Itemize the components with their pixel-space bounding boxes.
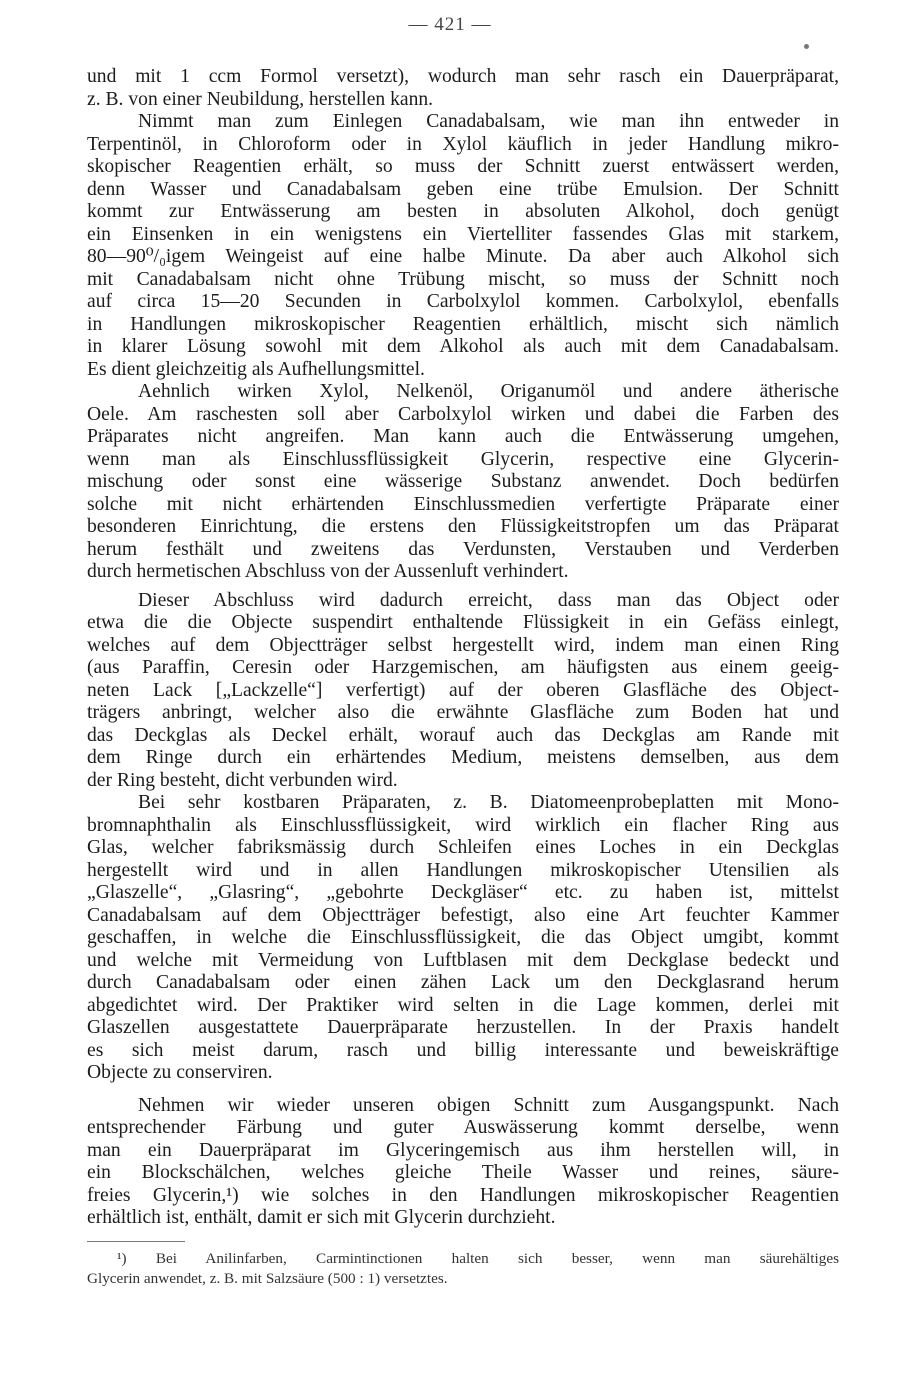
text-line: z. B. von einer Neubildung, herstellen kann. <box>87 88 434 110</box>
text-line: wenn man als Einschlussflüssigkeit Glycerin, respective eine Glycerin- <box>87 448 839 470</box>
text-line: neten Lack [„Lackzelle“] verfertigt) auf der oberen Glasfläche des Object- <box>87 679 839 701</box>
text-line: freies Glycerin,¹) wie solches in den Handlungen mikroskopischer Reagentien <box>87 1184 839 1206</box>
text-line: entsprechender Färbung und guter Auswässerung kommt derselbe, wenn <box>87 1117 839 1138</box>
text-line: Präparates nicht angreifen. Man kann auch die Entwässerung umgehen, <box>87 426 839 447</box>
footnote-line: ¹) Bei Anilinfarben, Carmintinctionen halten sich besser, wenn man säurehältiges <box>117 1250 839 1267</box>
paragraph <box>87 590 839 793</box>
text-line: Aehnlich wirken Xylol, Nelkenöl, Origanumöl und andere ätherische <box>138 381 839 402</box>
text-line: abgedichtet wird. Der Praktiker wird selten in die Lage kommen, derlei mit <box>87 994 839 1016</box>
paragraph <box>87 1095 839 1230</box>
text-line: Canadabalsam auf dem Objectträger befestigt, also eine Art feuchter Kammer <box>87 904 839 926</box>
text-line: auf circa 15—20 Secunden in Carbolxylol kommen. Carbolxylol, ebenfalls <box>87 291 839 312</box>
text-line: Glas, welcher fabriksmässig durch Schleifen eines Loches in ein Deckglas <box>87 837 839 858</box>
text-line: erhältlich ist, enthält, damit er sich mit Glycerin durchzieht. <box>87 1207 556 1228</box>
text-line: etwa die die Objecte suspendirt enthaltende Flüssigkeit in ein Gefäss einlegt, <box>87 612 839 633</box>
footnote-line: Glycerin anwendet, z. B. mit Salzsäure (500 : 1) versetztes. <box>87 1270 448 1287</box>
text-line: in Handlungen mikroskopischer Reagentien erhältlich, mischt sich nämlich <box>87 313 839 335</box>
text-line: der Ring besteht, dicht verbunden wird. <box>87 769 398 791</box>
body-text <box>87 66 839 1230</box>
text-line: Objecte zu conserviren. <box>87 1062 273 1083</box>
text-line: skopischer Reagentien erhält, so muss der Schnitt zuerst entwässert werden, <box>87 156 839 177</box>
text-line: bromnaphthalin als Einschlussflüssigkeit, wird wirklich ein flacher Ring aus <box>87 814 839 836</box>
footnote-divider <box>87 1241 185 1242</box>
text-line: und welche mit Vermeidung von Luftblasen mit dem Deckglase bedeckt und <box>87 949 839 971</box>
text-line: Terpentinöl, in Chloroform oder in Xylol käuflich in jeder Handlung mikro- <box>87 133 839 155</box>
text-line: geschaffen, in welche die Einschlussflüssigkeit, die das Object umgibt, kommt <box>87 927 839 948</box>
text-line: Glaszellen ausgestattete Dauerpräparate herzustellen. In der Praxis handelt <box>87 1017 839 1038</box>
paragraph <box>87 66 839 111</box>
text-line: dem Ringe durch ein erhärtendes Medium, meistens demselben, aus dem <box>87 747 839 768</box>
text-line: denn Wasser und Canadabalsam geben eine trübe Emulsion. Der Schnitt <box>87 178 839 200</box>
text-line: trägers anbringt, welcher also die erwähnte Glasfläche zum Boden hat und <box>87 702 839 723</box>
text-line: es sich meist darum, rasch und billig interessante und beweiskräftige <box>87 1039 839 1061</box>
text-line: 80—90⁰/₀igem Weingeist auf eine halbe Minute. Da aber auch Alkohol sich <box>87 246 839 267</box>
text-line: Bei sehr kostbaren Präparaten, z. B. Diatomeenprobeplatten mit Mono- <box>138 792 839 813</box>
page-number: — 421 — <box>408 14 492 35</box>
text-line: Nimmt man zum Einlegen Canadabalsam, wie man ihn entweder in <box>138 111 839 132</box>
text-line: kommt zur Entwässerung am besten in absoluten Alkohol, doch genügt <box>87 201 839 222</box>
text-line: mischung oder sonst eine wässerige Substanz anwendet. Doch bedürfen <box>87 471 839 492</box>
text-line: das Deckglas als Deckel erhält, worauf auch das Deckglas am Rande mit <box>87 724 839 746</box>
text-line: hergestellt wird und in allen Handlungen mikroskopischer Utensilien als <box>87 859 839 881</box>
text-line: ein Blockschälchen, welches gleiche Theile Wasser und reines, säure- <box>87 1162 839 1183</box>
text-line: durch Canadabalsam oder einen zähen Lack um den Deckglasrand herum <box>87 972 839 993</box>
text-line: mit Canadabalsam nicht ohne Trübung mischt, so muss der Schnitt noch <box>87 268 839 290</box>
text-line: (aus Paraffin, Ceresin oder Harzgemischen, am häufigsten aus einem geeig- <box>87 657 839 678</box>
text-line: Nehmen wir wieder unseren obigen Schnitt zum Ausgangspunkt. Nach <box>138 1094 839 1116</box>
text-line: ein Einsenken in ein wenigstens ein Viertelliter fassendes Glas mit starkem, <box>87 223 839 245</box>
text-line: in klarer Lösung sowohl mit dem Alkohol als auch mit dem Canadabalsam. <box>87 336 839 357</box>
text-line: solche mit nicht erhärtenden Einschlussmedien verfertigte Präparate einer <box>87 493 839 515</box>
text-line: Oele. Am raschesten soll aber Carbolxylol wirken und dabei die Farben des <box>87 403 839 425</box>
paragraph <box>87 792 839 1085</box>
footnote <box>87 1249 839 1289</box>
text-line: Dieser Abschluss wird dadurch erreicht, dass man das Object oder <box>138 589 839 611</box>
text-line: durch hermetischen Abschluss von der Aussenluft verhindert. <box>87 561 569 582</box>
text-line: herum festhält und zweitens das Verdunsten, Verstauben und Verderben <box>87 538 839 560</box>
text-line: man ein Dauerpräparat im Glyceringemisch aus ihm herstellen will, in <box>87 1139 839 1161</box>
text-line: welches auf dem Objectträger selbst hergestellt wird, indem man einen Ring <box>87 634 839 656</box>
paragraph <box>87 111 839 381</box>
text-line: Es dient gleichzeitig als Aufhellungsmittel. <box>87 358 425 380</box>
print-speck <box>804 44 809 49</box>
text-line: und mit 1 ccm Formol versetzt), wodurch man sehr rasch ein Dauerpräparat, <box>87 66 839 87</box>
text-line: besonderen Einrichtung, die erstens den Flüssigkeitstropfen um das Präparat <box>87 516 839 537</box>
text-line: „Glaszelle“, „Glasring“, „gebohrte Deckgläser“ etc. zu haben ist, mittelst <box>87 882 839 903</box>
paragraph <box>87 381 839 584</box>
